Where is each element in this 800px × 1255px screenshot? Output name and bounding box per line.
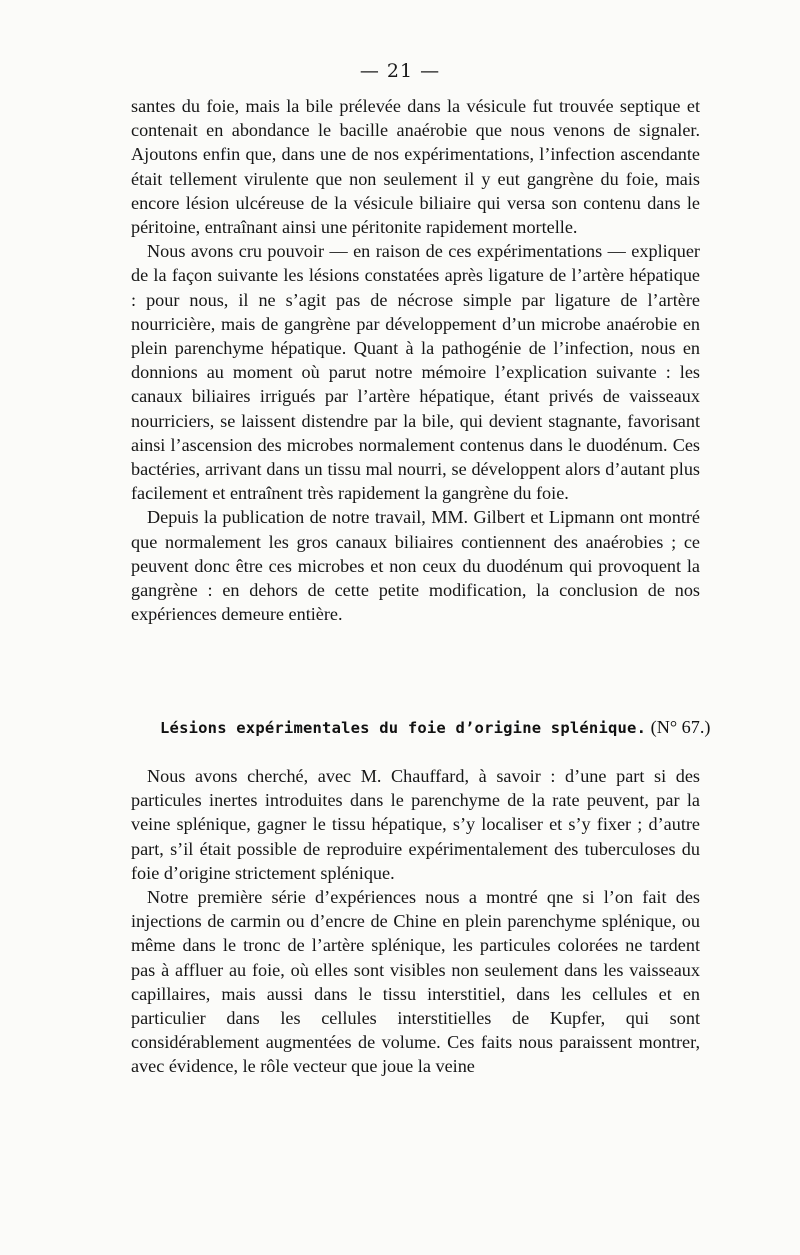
paragraph: Nous avons cru pouvoir — en raison de ces expérimentations — expliquer de la façon suivante les lésions constatées après ligature de l’artère hépatique : pour nous, il ne s’agit pas de nécrose simple par ligature de l’artère nourricière, mais de gangrène par développement d’un microbe anaérobie en plein parenchyme hépatique. Quant à la pathogénie de l’infection, nous en donnions au moment où parut notre mémoire l’explication suivante : les canaux biliaires irrigués par l’artère hépatique, étant privés de vaisseaux nourriciers, se laissent distendre par la bile, qui devient stagnante, favorisant ainsi l’ascension des microbes normalement contenus dans le duodénum. Ces bactéries, arrivant dans un tissu mal nourri, se développent alors d’autant plus facilement et entraînent très rapidement la gangrène du foie. xyxy=(131,241,700,504)
section-1-body xyxy=(131,94,700,626)
paragraph: Depuis la publication de notre travail, MM. Gilbert et Lipmann ont montré que normalement les gros canaux biliaires contiennent des anaérobies ; ce peuvent donc être ces microbes et non ceux du duodénum qui provoquent la gangrène : en dehors de cette petite modification, la conclusion de nos expériences demeure entière. xyxy=(131,507,700,625)
section-heading-title: Lésions expérimentales du foie d’origine splénique. xyxy=(160,719,647,737)
section-heading xyxy=(160,717,720,738)
paragraph: Notre première série d’expériences nous a montré qne si l’on fait des injections de carmin ou d’encre de Chine en plein parenchyme splénique, ou même dans le tronc de l’artère splénique, les particules colorées ne tardent pas à affluer au foie, où elles sont visibles non seulement dans les vaisseaux capillaires, mais aussi dans le tissu interstitiel, dans les cellules et en particulier dans les cellules interstitielles de Kupfer, qui sont considérablement augmentées de volume. Ces faits nous paraissent montrer, avec évidence, le rôle vecteur que joue la veine xyxy=(131,887,700,1077)
paragraph: santes du foie, mais la bile prélevée dans la vésicule fut trouvée septique et contenait en abondance le bacille anaérobie que nous venons de signaler. Ajoutons enfin que, dans une de nos expérimentations, l’infection ascendante était tellement virulente que non seulement il y eut gangrène du foie, mais encore lésion ulcéreuse de la vésicule biliaire qui versa son contenu dans le péritoine, entraînant ainsi une péritonite rapidement mortelle. xyxy=(131,96,700,238)
page-number: — 21 — xyxy=(359,60,441,82)
section-2-body xyxy=(131,764,700,1079)
section-heading-reference: (N° 67.) xyxy=(650,717,711,737)
paragraph: Nous avons cherché, avec M. Chauffard, à savoir : d’une part si des particules inertes introduites dans le parenchyme de la rate peuvent, par la veine splénique, gagner le tissu hépatique, s’y localiser et s’y fixer ; d’autre part, s’il était possible de reproduire expérimentalement des tuberculoses du foie d’origine strictement splénique. xyxy=(131,766,700,883)
